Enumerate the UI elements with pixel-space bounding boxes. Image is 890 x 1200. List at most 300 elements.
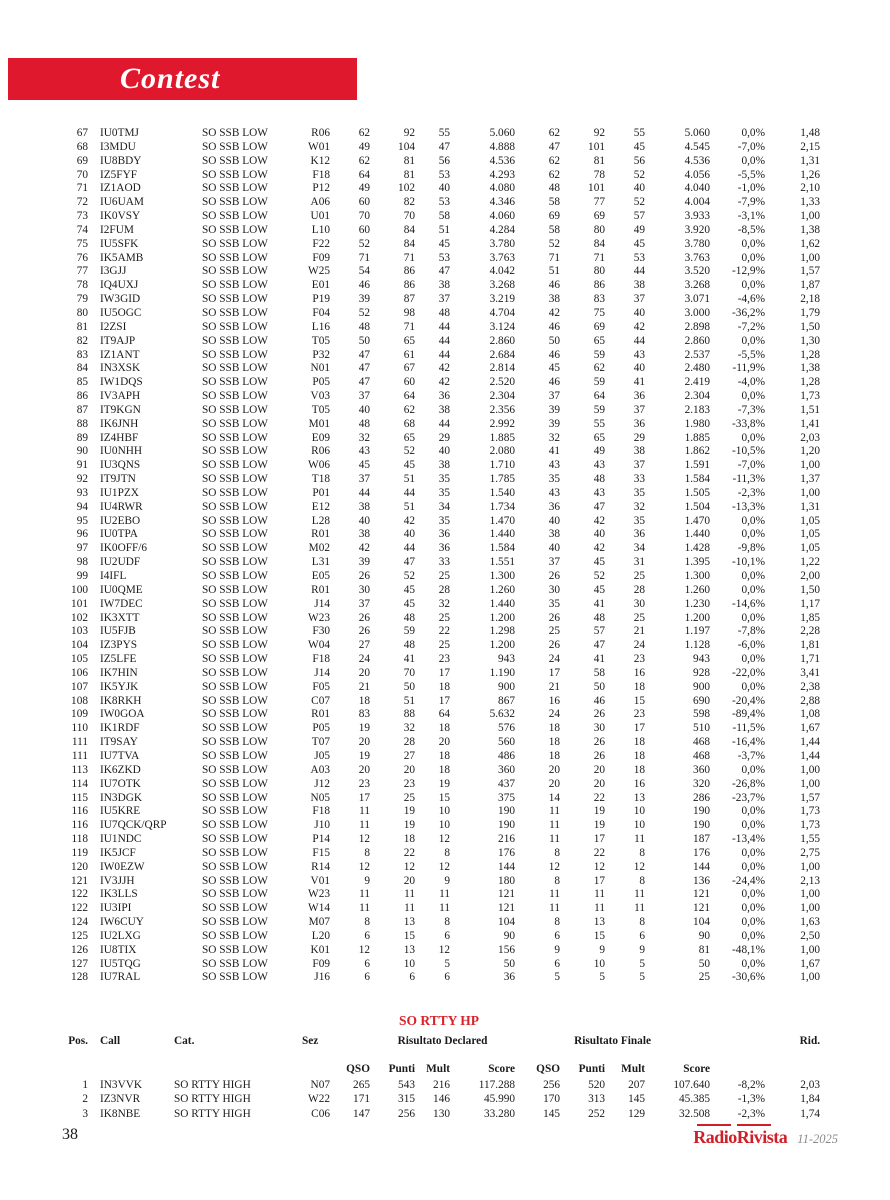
cell: 156 [498, 943, 515, 956]
cell: 2.520 [489, 376, 515, 389]
issue-number: 11-2025 [797, 1132, 838, 1146]
cell: 44 [633, 334, 645, 347]
cell: 29 [438, 431, 450, 444]
cell: 6 [554, 957, 560, 970]
cell: 3.933 [684, 210, 710, 223]
cell: 1.300 [684, 570, 710, 582]
cell: 17 [438, 694, 450, 707]
table-row [58, 653, 820, 667]
cell: SO SSB LOW [202, 902, 268, 915]
cell: 1,17 [800, 597, 820, 610]
cell: 1,44 [800, 736, 820, 749]
cell: 64 [358, 168, 370, 181]
cell: 37 [633, 403, 645, 416]
cell: 35 [633, 514, 645, 527]
cell: 18 [633, 763, 645, 776]
table-row [58, 1092, 820, 1106]
cell: 10 [438, 805, 450, 818]
cell: SO RTTY HIGH [174, 1107, 251, 1120]
table-row [58, 612, 820, 626]
cell: 928 [693, 666, 710, 679]
cell: 4.293 [489, 168, 515, 181]
cell: 42 [548, 306, 560, 319]
cell: 1,48 [800, 127, 820, 139]
cell: 0,0% [741, 929, 765, 942]
cell: 59 [593, 403, 605, 416]
cell: -5,5% [737, 168, 765, 181]
cell: 5 [599, 971, 605, 984]
cell: M01 [308, 417, 330, 430]
cell: SO SSB LOW [202, 556, 268, 569]
cell: 30 [548, 583, 560, 596]
cell: 10 [633, 805, 645, 818]
cell: 1.298 [489, 625, 515, 638]
cell: 47 [593, 639, 605, 652]
cell: 35 [548, 473, 560, 486]
cell: 103 [71, 625, 88, 638]
cell: 65 [403, 431, 415, 444]
cell: 58 [548, 223, 560, 236]
cell: 16 [633, 666, 645, 679]
cell: SO SSB LOW [202, 542, 268, 555]
cell: 1.300 [489, 570, 515, 582]
cell: 11 [404, 888, 415, 901]
cell: 0,0% [741, 680, 765, 693]
cell: 45 [438, 237, 450, 250]
cell: 5.060 [489, 127, 515, 139]
cell: 52 [593, 570, 605, 582]
cell: 45 [633, 237, 645, 250]
cell: 45 [403, 459, 415, 472]
cell: 18 [438, 763, 450, 776]
cell: 20 [438, 736, 450, 749]
cell: IU2LXG [100, 929, 141, 942]
cell: 1.785 [489, 473, 515, 486]
table-row [58, 418, 820, 432]
cell: 6 [364, 957, 370, 970]
cell: 190 [498, 805, 515, 818]
table-row [58, 127, 820, 141]
cell: 37 [633, 459, 645, 472]
cell: IK8NBE [100, 1107, 141, 1120]
cell: 70 [76, 168, 88, 181]
cell: 2.814 [489, 362, 515, 375]
cell: F15 [312, 846, 330, 859]
cell: 44 [438, 348, 450, 361]
cell: 47 [403, 556, 415, 569]
cell: 71 [358, 251, 370, 264]
cell: 92 [593, 127, 605, 139]
cell: 44 [358, 486, 370, 499]
header-row-columns [58, 1062, 820, 1078]
cell: 23 [403, 777, 415, 790]
cell: 2.860 [684, 334, 710, 347]
cell: SO SSB LOW [202, 306, 268, 319]
cell: 124 [71, 916, 88, 929]
table-row [58, 155, 820, 169]
cell: 12 [358, 833, 370, 846]
cell: P01 [312, 486, 330, 499]
cell: 37 [633, 293, 645, 306]
cell: 37 [358, 390, 370, 403]
cell: 17 [548, 666, 560, 679]
cell: 22 [438, 625, 450, 638]
cell: 1,67 [800, 722, 820, 735]
cell: 8 [554, 916, 560, 929]
cell: 12 [403, 860, 415, 873]
cell: 38 [438, 403, 450, 416]
cell: IU5KRE [100, 805, 141, 818]
cell: 0,0% [741, 902, 765, 915]
cell: E05 [311, 570, 330, 582]
cell: 100 [71, 583, 88, 596]
cell: 25 [633, 570, 645, 582]
cell: 101 [588, 182, 605, 195]
cell: -12,9% [732, 265, 765, 278]
cell: 25 [698, 971, 710, 984]
cell: 79 [76, 293, 88, 306]
cell: SO SSB LOW [202, 736, 268, 749]
cell: 1,74 [800, 1107, 821, 1120]
table-row [58, 875, 820, 889]
cell: 252 [588, 1107, 606, 1120]
cell: 40 [633, 306, 645, 319]
cell: 1.470 [684, 514, 710, 527]
cell: IU8TIX [100, 943, 137, 956]
cell: 11 [404, 902, 415, 915]
cell: 286 [693, 791, 710, 804]
cell: I2ZSI [100, 320, 127, 333]
cell: 1,87 [800, 279, 820, 292]
cell: 40 [633, 362, 645, 375]
cell: 47 [358, 348, 370, 361]
cell: 40 [548, 542, 560, 555]
rtty-hp-results-section [58, 1013, 820, 1121]
cell: 1.395 [684, 556, 710, 569]
cell: -24,4% [732, 874, 765, 887]
table-row [58, 778, 820, 792]
cell: 121 [693, 902, 710, 915]
cell: 44 [438, 320, 450, 333]
cell: 52 [548, 237, 560, 250]
ssb-low-results-table [58, 127, 820, 985]
cell: SO RTTY HIGH [174, 1079, 251, 1091]
cell: 37 [358, 473, 370, 486]
cell: SO SSB LOW [202, 805, 268, 818]
cell: 11 [439, 888, 450, 901]
cell: 3.071 [684, 293, 710, 306]
cell: 1,00 [800, 902, 820, 915]
cell: 265 [353, 1079, 370, 1091]
cell: 1,81 [800, 639, 820, 652]
cell: SO SSB LOW [202, 514, 268, 527]
cell: V03 [310, 390, 330, 403]
cell: 9 [639, 943, 645, 956]
cell: 867 [498, 694, 515, 707]
cell: 55 [633, 127, 645, 139]
cell: 41 [593, 653, 605, 666]
cell: 56 [633, 154, 645, 167]
cell: 58 [593, 666, 605, 679]
cell: 85 [76, 376, 88, 389]
cell: W23 [308, 888, 330, 901]
cell: 4.536 [684, 154, 710, 167]
cell: 45 [403, 583, 415, 596]
table-row [58, 321, 820, 335]
cell: 171 [353, 1093, 370, 1106]
cell: 10 [633, 819, 645, 832]
cell: 80 [593, 223, 605, 236]
cell: 88 [76, 417, 88, 430]
cell: 71 [593, 251, 605, 264]
cell: 1.862 [684, 445, 710, 458]
cell: 59 [593, 348, 605, 361]
cell: 543 [398, 1079, 415, 1091]
cell: 1,00 [800, 210, 820, 223]
cell: 117.288 [478, 1079, 516, 1091]
cell: 1.540 [489, 486, 515, 499]
cell: 45 [593, 583, 605, 596]
cell: IU6UAM [100, 196, 144, 209]
cell: 1,41 [800, 417, 820, 430]
cell: 1 [82, 1079, 88, 1091]
cell: 16 [633, 777, 645, 790]
cell: W23 [308, 611, 330, 624]
table-row [58, 182, 820, 196]
table-row [58, 445, 820, 459]
cell: SO SSB LOW [202, 182, 268, 195]
cell: IK3LLS [100, 888, 138, 901]
cell: 2,38 [800, 680, 820, 693]
table-row [58, 902, 820, 916]
cell: 19 [593, 805, 605, 818]
cell: 62 [548, 154, 560, 167]
cell: SO SSB LOW [202, 279, 268, 292]
cell: 62 [548, 127, 560, 139]
cell: 26 [593, 708, 605, 721]
cell: 48 [593, 473, 605, 486]
cell: 39 [548, 403, 560, 416]
cell: IT9SAY [100, 736, 138, 749]
cell: SO SSB LOW [202, 473, 268, 486]
cell: 4.888 [489, 140, 515, 153]
cell: 8 [639, 916, 645, 929]
cell: 8 [554, 874, 560, 887]
cell: IU7RAL [100, 971, 141, 984]
cell: 82 [76, 334, 88, 347]
cell: 18 [403, 833, 415, 846]
cell: 82 [403, 196, 415, 209]
cell: 35 [438, 486, 450, 499]
cell: IK5JCF [100, 846, 136, 859]
cell: 1.710 [489, 459, 515, 472]
cell: SO SSB LOW [202, 708, 268, 721]
cell: 95 [76, 514, 88, 527]
cell: 47 [438, 265, 450, 278]
cell: 1,84 [800, 1093, 821, 1106]
cell: 97 [76, 542, 88, 555]
cell: 84 [403, 237, 415, 250]
cell: IW0GOA [100, 708, 145, 721]
cell: -11,3% [732, 473, 765, 486]
cell: 46 [548, 376, 560, 389]
cell: 468 [693, 749, 710, 762]
cell: 28 [633, 583, 645, 596]
cell: 12 [438, 833, 450, 846]
cell: 32 [633, 500, 645, 513]
cell: 42 [438, 362, 450, 375]
cell: 93 [76, 486, 88, 499]
table-row [58, 432, 820, 446]
cell: 108 [71, 694, 88, 707]
cell: 0,0% [741, 127, 765, 139]
cell: 3 [82, 1107, 88, 1120]
cell: 1,55 [800, 833, 820, 846]
cell: 62 [548, 168, 560, 181]
cell: 1,50 [800, 320, 820, 333]
cell: A06 [310, 196, 330, 209]
table-row [58, 681, 820, 695]
cell: -10,5% [732, 445, 765, 458]
cell: 84 [76, 362, 88, 375]
cell: 1,28 [800, 348, 820, 361]
cell: 1,31 [800, 154, 820, 167]
table-row [58, 169, 820, 183]
cell: 30 [633, 597, 645, 610]
cell: -11,5% [732, 722, 765, 735]
cell: 1.470 [489, 514, 515, 527]
cell: 48 [403, 639, 415, 652]
cell: 1,73 [800, 805, 820, 818]
cell: 38 [633, 279, 645, 292]
cell: 121 [71, 874, 88, 887]
cell: 1,26 [800, 168, 820, 181]
cell: 62 [358, 154, 370, 167]
cell: 50 [548, 334, 560, 347]
cell: SO SSB LOW [202, 445, 268, 458]
cell: 44 [403, 486, 415, 499]
cell: F18 [312, 168, 330, 181]
cell: 5 [554, 971, 560, 984]
cell: 80 [593, 265, 605, 278]
cell: 25 [438, 639, 450, 652]
cell: 102 [398, 182, 415, 195]
cell: -8,5% [737, 223, 765, 236]
cell: P05 [312, 722, 330, 735]
cell: 26 [593, 749, 605, 762]
cell: 144 [693, 860, 710, 873]
cell: SO SSB LOW [202, 680, 268, 693]
cell: 1,73 [800, 819, 820, 832]
cell: SO SSB LOW [202, 293, 268, 306]
cell: 48 [358, 417, 370, 430]
cell: L10 [311, 223, 330, 236]
col-header-qso-declared: QSO [346, 1063, 370, 1075]
cell: SO SSB LOW [202, 390, 268, 403]
cell: 1,44 [800, 749, 820, 762]
cell: IW7DEC [100, 597, 143, 610]
cell: 42 [633, 320, 645, 333]
contest-banner-title: Contest [120, 62, 221, 95]
empty-header-cell [174, 1062, 302, 1078]
cell: I3GJJ [100, 265, 127, 278]
cell: -7,0% [737, 459, 765, 472]
cell: 17 [593, 874, 605, 887]
cell: 49 [358, 182, 370, 195]
table-row [58, 944, 820, 958]
rtty-table-header [58, 1034, 820, 1078]
table-row [58, 598, 820, 612]
cell: IZ3NVR [100, 1093, 141, 1106]
cell: 3.268 [684, 279, 710, 292]
cell: IZ3PYS [100, 639, 138, 652]
cell: 18 [358, 694, 370, 707]
cell: W22 [308, 1093, 330, 1106]
cell: P05 [312, 376, 330, 389]
rtty-hp-results-table [58, 1034, 820, 1121]
cell: -2,3% [737, 1107, 766, 1120]
table-row [58, 888, 820, 902]
cell: 8 [364, 846, 370, 859]
cell: 91 [76, 459, 88, 472]
cell: -30,6% [732, 971, 765, 984]
empty-header-cell [302, 1062, 330, 1078]
cell: IU0QME [100, 583, 143, 596]
cell: 2.304 [684, 390, 710, 403]
table-row [58, 750, 820, 764]
cell: IW0EZW [100, 860, 145, 873]
cell: 40 [633, 182, 645, 195]
group-header-finale: Risultato Finale [574, 1035, 651, 1047]
cell: 315 [398, 1093, 415, 1106]
cell: 5.632 [489, 708, 515, 721]
cell: -22,0% [732, 666, 765, 679]
cell: 38 [438, 279, 450, 292]
cell: IT9JTN [100, 473, 136, 486]
cell: 18 [438, 680, 450, 693]
cell: 8 [444, 916, 450, 929]
cell: -3,7% [737, 749, 765, 762]
cell: IU8BDY [100, 154, 142, 167]
table-row [58, 473, 820, 487]
cell: 313 [588, 1093, 606, 1106]
cell: 102 [71, 611, 88, 624]
cell: 31 [633, 556, 645, 569]
cell: 19 [358, 722, 370, 735]
cell: IK6ZKD [100, 763, 141, 776]
cell: 36 [503, 971, 515, 984]
cell: 26 [358, 611, 370, 624]
cell: 17 [358, 791, 370, 804]
cell: SO SSB LOW [202, 500, 268, 513]
col-header-call: Call [100, 1035, 121, 1047]
cell: L28 [311, 514, 330, 527]
table-row [58, 861, 820, 875]
cell: 40 [593, 528, 605, 541]
cell: SO SSB LOW [202, 459, 268, 472]
cell: 81 [403, 168, 415, 181]
table-row [58, 819, 820, 833]
cell: 45 [593, 556, 605, 569]
cell: 1,00 [800, 888, 820, 901]
cell: 3.000 [684, 306, 710, 319]
cell: 72 [76, 196, 88, 209]
cell: 44 [403, 542, 415, 555]
cell: SO SSB LOW [202, 196, 268, 209]
cell: 1.260 [489, 583, 515, 596]
radiorivista-logo: RadioRivista [693, 1127, 788, 1147]
rtty-table-body [58, 1078, 820, 1121]
